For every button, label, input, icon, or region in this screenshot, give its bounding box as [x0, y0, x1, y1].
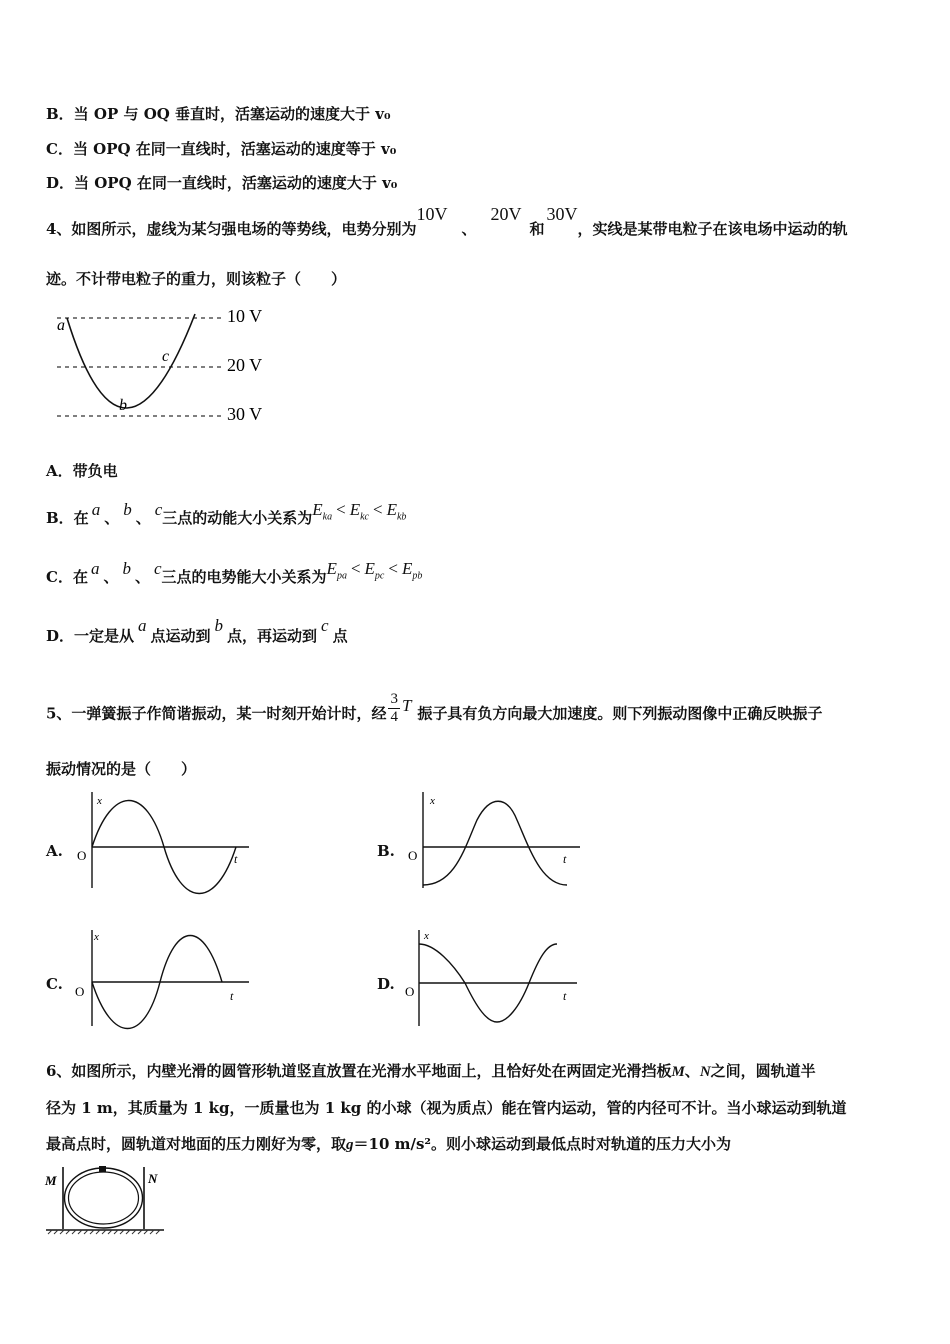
ball	[99, 1166, 106, 1172]
q5-graph-b	[405, 790, 585, 890]
q3-option-b: B．当 OP 与 OQ 垂直时，活塞运动的速度大于 v₀	[46, 105, 391, 123]
label-20v: 20 V	[227, 355, 263, 375]
q4-equipotential-figure	[55, 300, 280, 430]
q4-stem-line1: 4、如图所示，虚线为某匀强电场的等势线，电势分别为10V、20V和30V，实线是某带电粒子在该电场中运动的轨	[46, 204, 848, 238]
svg-text:O: O	[77, 848, 87, 863]
svg-text:t: t	[563, 989, 567, 1003]
q5-option-b-label: B.	[377, 842, 395, 860]
inner-ring	[69, 1172, 139, 1224]
q4-option-d: D．一定是从a点运动到b点，再运动到c点	[46, 616, 348, 645]
svg-text:x: x	[424, 930, 429, 942]
svg-text:O: O	[405, 984, 415, 999]
q6-stem-line1: 6、如图所示，内壁光滑的圆管形轨道竖直放置在光滑水平地面上，且恰好处在两固定光滑挡板M、N之间，圆轨道半	[46, 1062, 816, 1080]
svg-text:x: x	[430, 795, 435, 807]
q3-option-c: C．当 OPQ 在同一直线时，活塞运动的速度等于 v₀	[46, 140, 397, 158]
svg-text:t: t	[563, 852, 567, 866]
q4-option-b: B．在 a 、 b 、 c三点的动能大小关系为$E_{ka} < E_{kc} < E_{kb}$	[46, 500, 407, 527]
particle-trajectory	[67, 314, 195, 408]
q6-stem-line2: 径为 1 m，其质量为 1 kg，一质量也为 1 kg 的小球（视为质点）能在管内运动，管的内径可不计。当小球运动到轨道	[46, 1099, 847, 1117]
q4-stem-line2: 迹。不计带电粒子的重力，则该粒子（ ）	[46, 270, 347, 288]
svg-text:t: t	[230, 989, 234, 1003]
svg-text:x: x	[94, 931, 99, 943]
q5-stem-line1: 5、一弹簧振子作简谐振动，某一时刻开始计时，经 $\frac{3}{4}$ T 振子具有负方向最大加速度。则下列振动图像中正确反映振子	[46, 691, 823, 725]
svg-text:O: O	[408, 848, 418, 863]
q3-option-d: D．当 OPQ 在同一直线时，活塞运动的速度大于 v₀	[46, 174, 398, 192]
q5-option-c-label: C.	[46, 975, 63, 993]
q5-option-a-label: A.	[46, 842, 63, 860]
label-m: M	[45, 1173, 57, 1188]
curve-b	[423, 801, 567, 885]
label-10v: 10 V	[227, 306, 263, 326]
q5-graph-c	[74, 928, 254, 1028]
svg-text:t: t	[234, 852, 238, 866]
q5-graph-d	[405, 928, 585, 1028]
point-a-label: a	[57, 317, 65, 334]
label-n: N	[148, 1171, 158, 1186]
outer-ring	[65, 1168, 143, 1228]
point-b-label: b	[119, 397, 127, 414]
q4-option-a: A．带负电	[46, 462, 118, 480]
q5-option-d-label: D.	[377, 975, 395, 993]
svg-text:x: x	[97, 795, 102, 807]
svg-text:O: O	[75, 984, 85, 999]
label-30v: 30 V	[227, 404, 263, 424]
q4-option-c: C．在 a 、 b 、 c三点的电势能大小关系为$E_{pa} < E_{pc} < E_{pb}$	[46, 559, 423, 586]
q6-ring-figure	[44, 1163, 169, 1238]
q6-stem-line3: 最高点时，圆轨道对地面的压力刚好为零，取g＝10 m/s²。则小球运动到最低点时对轨道的压力大小为	[46, 1135, 731, 1153]
q5-graph-a	[74, 790, 254, 890]
q5-stem-line2: 振动情况的是（ ）	[46, 760, 197, 778]
point-c-label: c	[162, 348, 170, 365]
